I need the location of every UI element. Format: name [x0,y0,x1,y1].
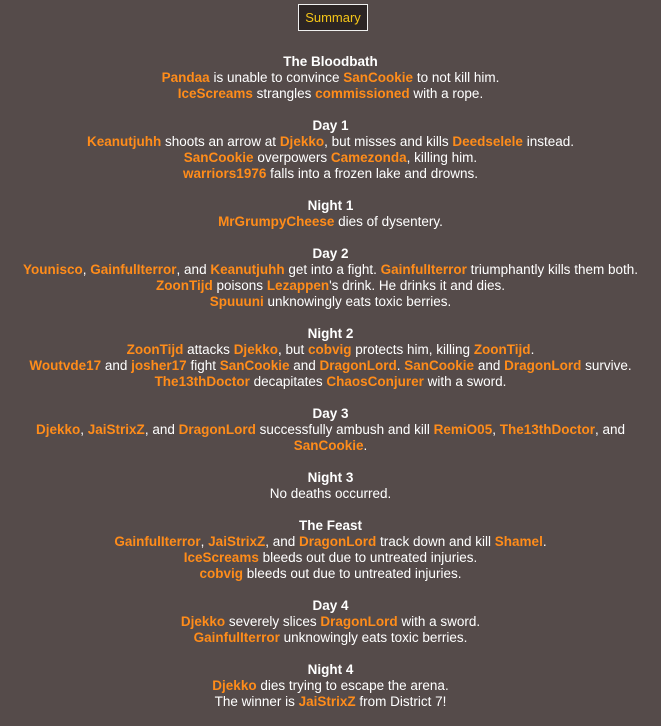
section-title: Night 2 [307,326,354,341]
player-name: Spuuuni [209,294,264,309]
player-name: The13thDoctor [499,422,595,437]
event-text: with a sword. [423,374,507,389]
player-name: ChaosConjurer [326,374,424,389]
recap-section [0,598,661,646]
event-text: dies trying to escape the arena. [256,678,449,693]
player-name: Woutvde17 [29,358,102,373]
recap-section [0,406,661,454]
event-text: 's drink. He drinks it and dies. [329,278,505,293]
event-text: , [82,262,91,277]
section-title: The Feast [298,518,363,533]
player-name: MrGrumpyCheese [218,214,335,229]
player-name: ZoonTijd [126,342,184,357]
event-text: bleeds out due to untreated injuries. [258,550,478,565]
player-name: DragonLord [319,358,397,373]
player-name: DragonLord [298,534,377,549]
event-text: with a rope. [409,86,484,101]
event-line [0,70,661,86]
player-name: SanCookie [343,70,414,85]
event-text: , [492,422,500,437]
player-name: GainfulIterror [90,262,177,277]
section-title: Day 2 [312,246,349,261]
event-text: . [396,358,405,373]
event-text: . [542,534,547,549]
recap-section [0,518,661,582]
section-title: Day 3 [312,406,349,421]
event-text: and [101,358,132,373]
recap-section [0,198,661,230]
recap-section [0,470,661,502]
event-text: unknowingly eats toxic berries. [263,294,452,309]
recap-log [0,54,661,726]
event-text: bleeds out due to untreated injuries. [243,566,462,581]
event-text: severely slices [225,614,321,629]
section-title: Night 1 [307,198,354,213]
player-name: josher17 [131,358,187,373]
section-title: Day 1 [312,118,349,133]
recap-section [0,662,661,710]
event-text: , and [265,534,299,549]
event-text: track down and kill [376,534,495,549]
player-name: GainfulIterror [114,534,201,549]
player-name: GainfulIterror [380,262,467,277]
player-name: GainfulIterror [193,630,280,645]
event-text: and [289,358,320,373]
player-name: Camezonda [330,150,407,165]
player-name: Djekko [233,342,278,357]
event-text: survive. [581,358,632,373]
player-name: IceScreams [183,550,259,565]
event-text: , and [594,422,626,437]
event-text: with a sword. [397,614,481,629]
section-title: Night 4 [307,662,354,677]
player-name: ZoonTijd [156,278,213,293]
event-line [0,166,661,182]
event-text: attacks [183,342,234,357]
player-name: Shamel [494,534,543,549]
event-text: . [530,342,535,357]
event-text: decapitates [249,374,327,389]
player-name: Djekko [35,422,81,437]
event-line [0,422,661,438]
event-text: successfully ambush and kill [255,422,434,437]
event-line [0,534,661,550]
event-text: No deaths occurred. [269,486,392,501]
summary-button[interactable]: Summary [298,4,368,31]
player-name: JaiStrixZ [87,422,145,437]
event-text: , but [277,342,308,357]
recap-section [0,246,661,310]
player-name: SanCookie [219,358,290,373]
event-text: to not kill him. [413,70,500,85]
event-line [0,550,661,566]
player-name: JaiStrixZ [208,534,266,549]
event-line [0,134,661,150]
player-name: Djekko [180,614,226,629]
event-text: , and [144,422,179,437]
player-name: Younisco [23,262,83,277]
player-name: cobvig [199,566,244,581]
event-text: is unable to convince [209,70,344,85]
event-text: , and [176,262,211,277]
player-name: SanCookie [293,438,364,453]
event-text: , but misses and kills [324,134,453,149]
player-name: ZoonTijd [473,342,531,357]
player-name: SanCookie [183,150,254,165]
event-text: get into a fight. [284,262,381,277]
event-line [0,374,661,390]
event-line [0,438,661,454]
event-line [0,566,661,582]
event-line [0,614,661,630]
event-line [0,262,661,278]
player-name: Pandaa [161,70,210,85]
recap-section [0,118,661,182]
event-text: unknowingly eats toxic berries. [279,630,468,645]
event-line [0,278,661,294]
event-text: and [474,358,505,373]
event-text: from District 7! [355,694,447,709]
event-line [0,342,661,358]
event-line [0,694,661,710]
player-name: The13thDoctor [154,374,250,389]
player-name: RemiO05 [433,422,493,437]
player-name: JaiStrixZ [298,694,356,709]
event-text: instead. [522,134,574,149]
player-name: Deedselele [452,134,523,149]
event-text: falls into a frozen lake and drowns. [266,166,478,181]
player-name: DragonLord [504,358,582,373]
player-name: Djekko [279,134,325,149]
event-line [0,214,661,230]
player-name: Keanutjuhh [87,134,162,149]
section-title: The Bloodbath [283,54,378,69]
event-text: dies of dysentery. [334,214,443,229]
event-text: overpowers [253,150,331,165]
event-text: The winner is [214,694,299,709]
event-text: poisons [212,278,267,293]
player-name: warriors1976 [183,166,267,181]
recap-section [0,326,661,390]
player-name: commissioned [315,86,410,101]
event-line [0,294,661,310]
player-name: Keanutjuhh [210,262,285,277]
recap-section [0,54,661,102]
player-name: IceScreams [177,86,253,101]
event-text: , killing him. [406,150,478,165]
section-title: Night 3 [307,470,354,485]
event-text: triumphantly kills them both. [466,262,638,277]
player-name: SanCookie [404,358,475,373]
event-text: fight [186,358,220,373]
event-text: protects him, killing [351,342,474,357]
player-name: DragonLord [178,422,256,437]
event-line [0,486,661,502]
event-line [0,678,661,694]
player-name: Djekko [212,678,257,693]
event-text: strangles [252,86,316,101]
event-line [0,86,661,102]
event-text: , [200,534,209,549]
section-title: Day 4 [312,598,349,613]
event-line [0,150,661,166]
event-line [0,358,661,374]
event-text: shoots an arrow at [161,134,280,149]
event-text: , [80,422,88,437]
player-name: DragonLord [320,614,398,629]
event-text: . [363,438,368,453]
player-name: Lezappen [266,278,330,293]
player-name: cobvig [308,342,352,357]
event-line [0,630,661,646]
